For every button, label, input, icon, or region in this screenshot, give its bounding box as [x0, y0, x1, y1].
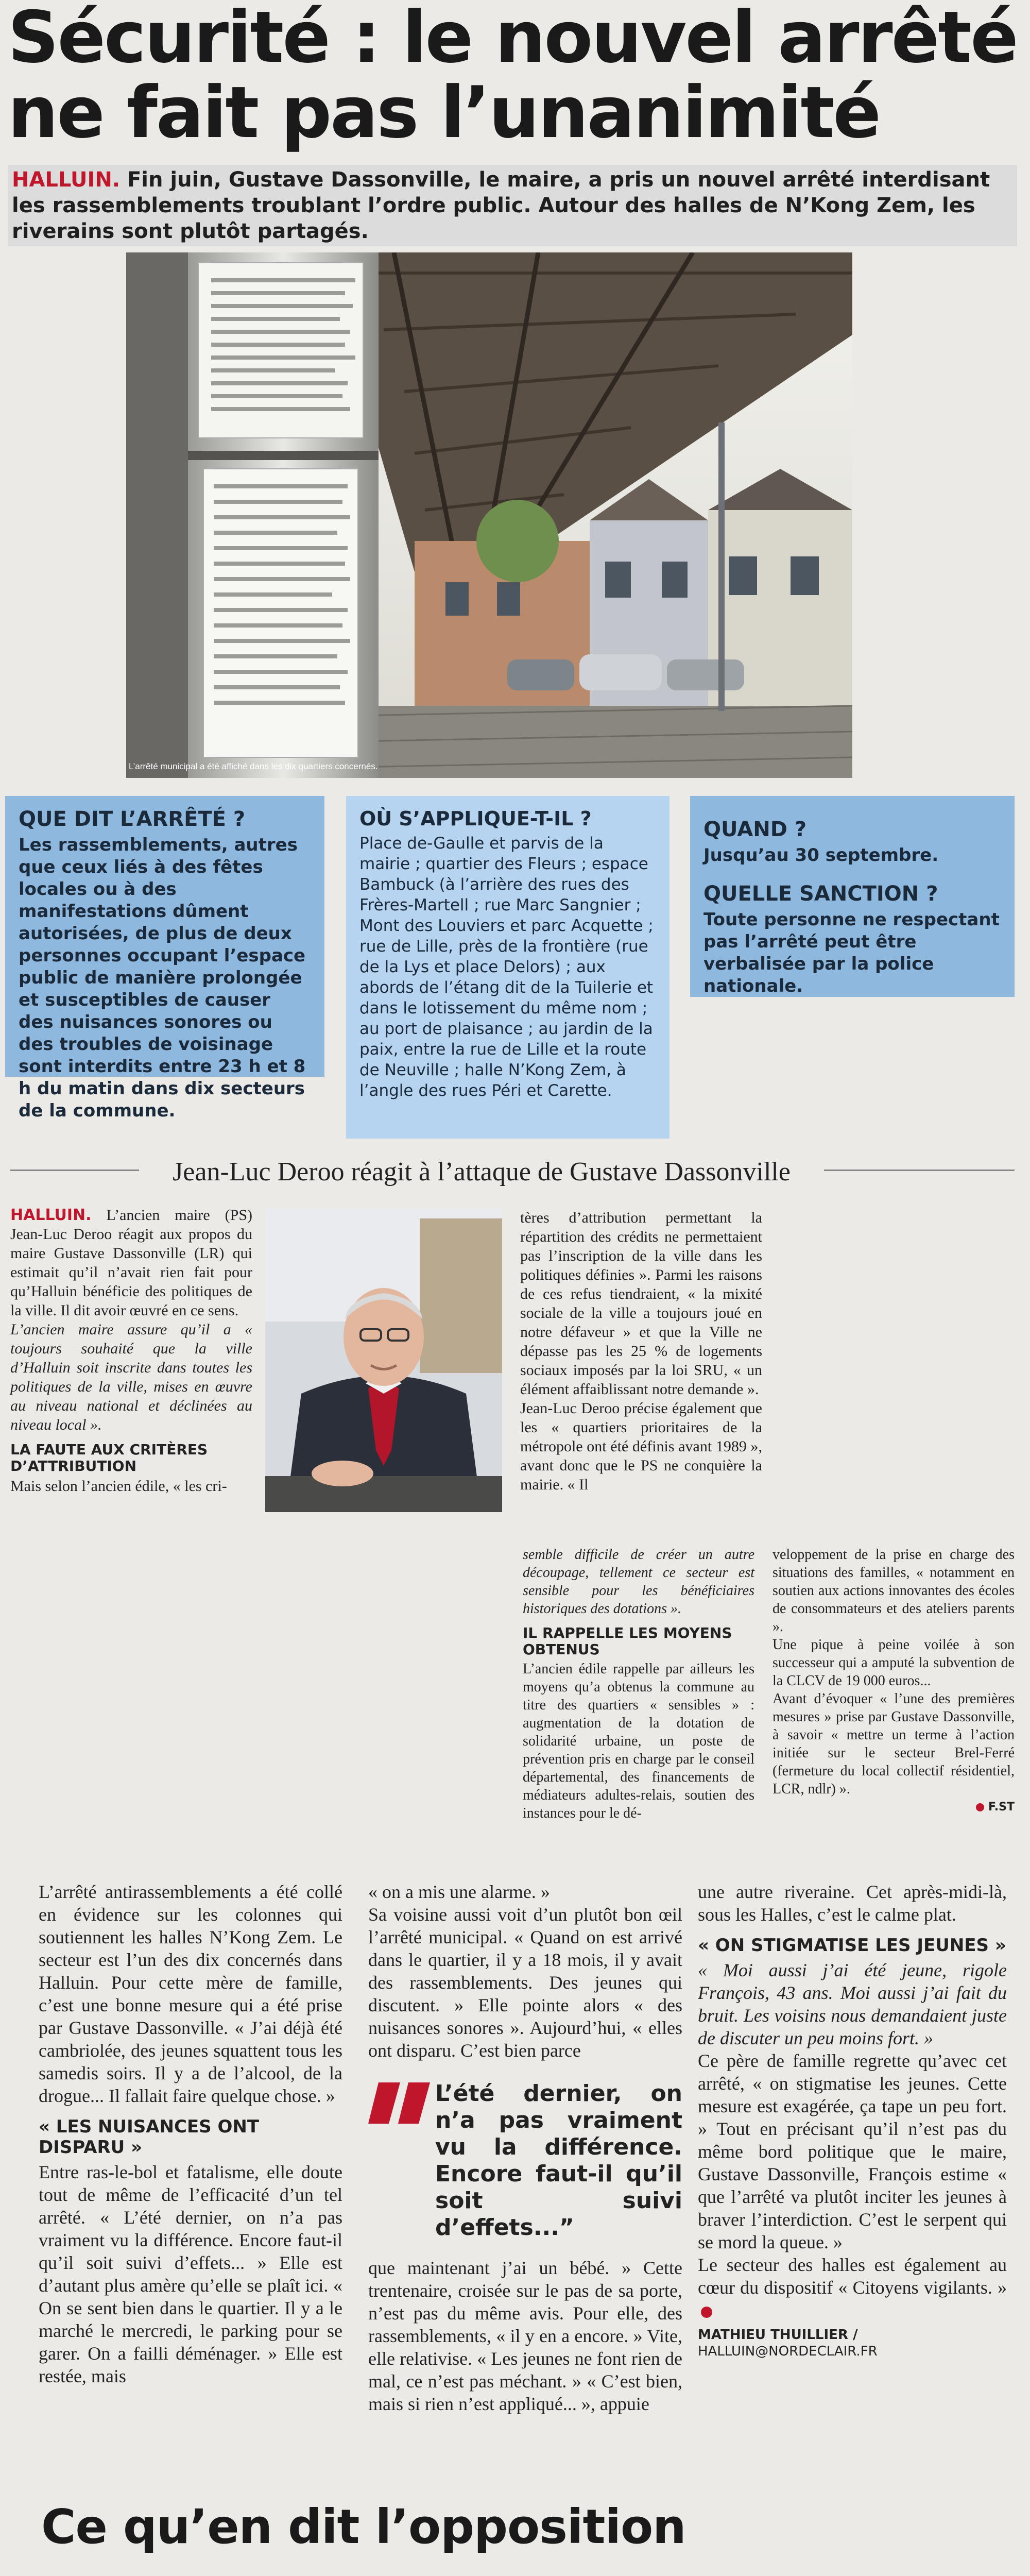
deroo-column-4: [772, 1546, 1015, 1816]
end-mark: [976, 1803, 984, 1811]
report-column-3: [698, 1880, 1007, 2360]
quote-mark-icon: [368, 2082, 430, 2124]
deroo-col4-p3: Avant d’évoquer « l’une des premières mesures » prise par Gustave Dassonville, à savoir « mettre un terme à l’action initiée sur le secteur Brel-Ferré (fermeture du local collectif résidentiel, LCR, ndlr) ».: [772, 1691, 1015, 1797]
box-que-dit-title: QUE DIT L’ARRÊTÉ ?: [19, 807, 246, 831]
deroo-col1-p3: Mais selon l’ancien édile, « les cri-: [10, 1478, 227, 1495]
deroo-col1-p2: L’ancien maire assure qu’il a « toujours souhaité que la ville d’Halluin soit inscrite dans toutes les politiques de la ville, mises en œuvre au niveau national et déclinées au niveau local ».: [10, 1321, 252, 1433]
divider: [824, 1170, 1015, 1171]
box-ou-title: OÙ S’APPLIQUE-T-IL ?: [359, 807, 592, 830]
box-quand-text: Jusqu’au 30 septembre.: [703, 845, 939, 866]
report-col2-p2: Sa voisine aussi voit d’un plutôt bon œil l’arrêté municipal. « Quand on est arrivé dans le quartier, il y a 18 mois, il y avait des rassemblements. Des jeunes qui discutent. » Elle pointe alors « des nuisances sonores ». Aujourd’hui, « elles ont disparu. C’est bien parce: [368, 1904, 682, 2061]
report-col2-p1: « on a mis une alarme. »: [368, 1882, 550, 1902]
deroo-col2-p1: tères d’attribution permettant la répartition des crédits ne permettaient pas l’inscription de la ville dans les politiques définies ». Parmi les raisons de ces refus tiendraient, « la mixité sociale de la ville a toujours joué en notre défaveur » et que la Ville ne dépasse pas les 25 % de logements sociaux imposés par la loi SRU, « un élément affaiblissant notre demande ».: [520, 1209, 762, 1398]
report-col1-p1: L’arrêté antirassemblements a été collé en évidence sur les colonnes qui soutiennent les halles N’Kong Zem. Le secteur est l’un des dix concernés dans Halluin. Pour cette mère de famille, c’est une bonne mesure qui a été prise par Gustave Dassonville. « J’ai déjà été cambriolée, des jeunes squattent tous les samedis soirs. Il y a de l’alcool, de la drogue... Il fallait faire quelque chose. »: [39, 1882, 342, 2106]
deroo-column-1: [10, 1206, 252, 1496]
halles-photo-illustration: [126, 252, 852, 778]
deroo-col1-p1: L’ancien maire (PS) Jean-Luc Deroo réagit aux propos du maire Gustave Dassonville (LR) qui estimait qu’il n’avait rien fait pour qu’Halluin bénéficie des politiques de la ville. Il dit avoir œuvré en ce sens.: [10, 1207, 252, 1319]
box-quand-title: QUAND ?: [703, 818, 807, 841]
box-ou: [346, 796, 670, 1139]
deroo-column-2: [520, 1208, 762, 1494]
report-subhead-1: « LES NUISANCES ONT DISPARU »: [39, 2116, 260, 2158]
deroo-headline: Jean-Luc Deroo réagit à l’attaque de Gustave Dassonville: [173, 1157, 791, 1187]
box-que-dit: [5, 796, 324, 1121]
deroo-city: HALLUIN.: [10, 1206, 92, 1224]
report-col1-p2: Entre ras-le-bol et fatalisme, elle doute tout de même de l’efficacité d’un tel arrêté. « L’été dernier, on n’a pas vraiment vu la différence. Encore faut-il qu’il soit suivi d’effets... » Elle est d’autant plus amère qu’elle se plaît ici. « On se sent bien dans le quartier. Il y a le marché le mercredi, le parking pour se garer. On a failli déménager. » Elle est restée, mais: [39, 2162, 342, 2386]
lead-city: HALLUIN.: [12, 168, 121, 192]
headline: [8, 0, 1022, 154]
headline-line-2: ne fait pas l’unanimité: [8, 71, 880, 154]
deroo-signature: F.ST: [988, 1801, 1015, 1814]
box-sanction-text: Toute personne ne respectant pas l’arrêté peut être verbalisée par la police nationale.: [703, 909, 1000, 996]
report-column-2: [368, 1880, 682, 2415]
report-col3-p2: « Moi aussi j’ai été jeune, rigole François, 43 ans. Moi aussi j’ai fait du bruit. Les voisins nous demandaient juste de discuter un peu moins fort. »: [698, 1960, 1007, 2048]
report-col3-p4-text: Le secteur des halles est également au cœur du dispositif « Citoyens vigilants. »: [698, 2255, 1007, 2298]
author-email[interactable]: HALLUIN@NORDECLAIR.FR: [698, 2344, 878, 2359]
box-sanction-title: QUELLE SANCTION ?: [703, 882, 938, 906]
headline-line-1: Sécurité : le nouvel arrêté: [8, 0, 1017, 79]
main-photo: [126, 252, 852, 778]
deroo-col4-p2: Une pique à peine voilée à son successeur qui a amputé la subvention de la CLCV de 19 000 euros...: [772, 1637, 1015, 1689]
author-name: MATHIEU THUILLIER /: [698, 2327, 858, 2343]
deroo-column-3: [523, 1546, 754, 1822]
deroo-col3-p2: L’ancien édile rappelle par ailleurs les moyens qu’a obtenus la commune au titre des quartiers « sensibles » : augmentation de la dotation de solidarité urbaine, un poste de prévention pris en charge par le conseil départemental, des financements de médiateurs adultes-relais, soutien des instances pour le dé-: [523, 1661, 754, 1821]
report-col2-p3: que maintenant j’ai un bébé. » Cette trentenaire, croisée sur le pas de sa porte, n’est pas du même avis. Pour elle, des rassemblements, « il y en a encore. » Vite, elle relativise. « Les jeunes ne font rien de mal, ce n’est pas méchant. » « C’est bien, mais si rien n’est appliqué... », appuie: [368, 2258, 682, 2414]
box-quand-sanction: [690, 796, 1015, 997]
deroo-col3-p1: semble difficile de créer un autre découpage, tellement ce secteur est sensible pour les bénéficiaires historiques des dotations ».: [523, 1547, 754, 1617]
lead-text: Fin juin, Gustave Dassonville, le maire, a pris un nouvel arrêté interdisant les rassemblements troublant l’ordre public. Autour des halles de N’Kong Zem, les riverains sont plutôt partagés.: [12, 168, 990, 243]
box-ou-text: Place de-Gaulle et parvis de la mairie ; quartier des Fleurs ; espace Bambuck (à l’arrière des rues des Frères-Martell ; rue Marc Sangnier ; Mont des Louviers et parc Acquette ; rue de Lille, près de la frontière (rue de la Lys et place Delors) ; aux abords de l’étang dit de la Tuilerie et dans le lotissement du même nom ; au port de plaisance ; au jardin de la paix, entre la rue de Lille et la route de Neuville ; halle N’Kong Zem, à l’angle des rues Péri et Carette.: [359, 834, 654, 1100]
box-que-dit-text: Les rassemblements, autres que ceux liés à des fêtes locales ou à des manifestations dûment autorisées, de plus de deux personnes occupant l’espace public de manière prolongée et susceptibles de causer des nuisances sonores ou des troubles de voisinage sont interdits entre 23 h et 8 h du matin dans dix secteurs de la commune.: [19, 835, 306, 1121]
report-col3-p1: une autre riveraine. Cet après-midi-là, sous les Halles, c’est le calme plat.: [698, 1882, 1007, 1925]
opposition-title: Ce qu’en dit l’opposition: [41, 2499, 686, 2554]
deroo-subhead-1: LA FAUTE AUX CRITÈRES D’ATTRIBUTION: [10, 1441, 208, 1475]
deroo-portrait-illustration: [265, 1208, 502, 1512]
report-col3-p4: [698, 2253, 1007, 2321]
deroo-portrait: [265, 1208, 502, 1512]
deroo-subhead-2: IL RAPPELLE LES MOYENS OBTENUS: [523, 1624, 732, 1658]
report-subhead-2: « ON STIGMATISE LES JEUNES »: [698, 1935, 1006, 1956]
divider: [10, 1170, 139, 1171]
deroo-col2-p2: Jean-Luc Deroo précise également que les « quartiers prioritaires de la métropole ont été définis avant 1989 », avant donc que le PS ne conquière la mairie. « Il: [520, 1400, 762, 1493]
report-col3-p3: Ce père de famille regrette qu’avec cet arrêté, « on stigmatise les jeunes. Cette mesure est exagérée, ça tape un peu fort. » Tout en précisant qu’il n’est pas du même bord politique que le maire, Gustave Dassonville, François estime « que l’arrêté va plutôt inciter les jeunes à braver l’interdiction. C’est le serpent qui se mord la queue. »: [698, 2050, 1007, 2252]
deroo-col4-p1: veloppement de la prise en charge des situations des familles, « notamment en soutien aux actions innovantes des écoles de consommateurs et des ateliers parents ».: [772, 1547, 1015, 1635]
end-mark: [701, 2307, 712, 2318]
lead-paragraph: [8, 165, 1017, 246]
photo-caption: L’arrêté municipal a été affiché dans les dix quartiers concernés.: [129, 761, 378, 771]
pull-quote-text: L’été dernier, on n’a pas vraiment vu la différence. Encore faut-il qu’il soit suivi d’effets...”: [435, 2080, 682, 2241]
pull-quote: [368, 2080, 682, 2241]
report-column-1: [39, 1880, 342, 2387]
